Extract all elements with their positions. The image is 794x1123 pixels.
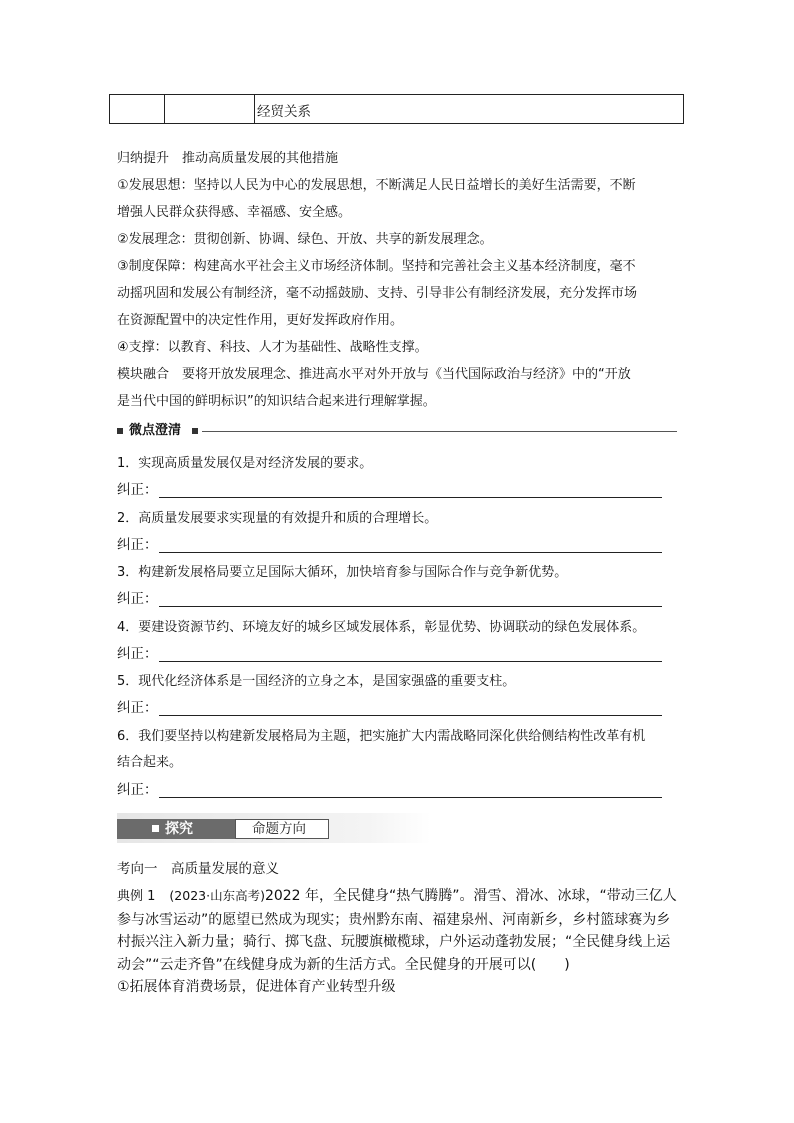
correction-label: 纠正： — [117, 591, 158, 607]
summary-item-3-line-2: 动摇巩固和发展公有制经济，毫不动摇鼓励、支持、引导非公有制经济发展，充分发挥市场 — [117, 286, 638, 301]
statement-1: 1．实现高质量发展仅是对经济发展的要求。 — [117, 456, 373, 471]
correction-line-2 — [117, 536, 158, 554]
correction-label: 纠正： — [117, 700, 158, 716]
section-title: 微点澄清 — [129, 423, 182, 438]
table-fragment — [109, 94, 684, 124]
statement-6-line-1: 6．我们要坚持以构建新发展格局为主题，把实施扩大内需战略同深化供给侧结构性改革有机 — [117, 729, 646, 744]
module-fusion-line-2: 是当代中国的鲜明标识”的知识结合起来进行理解掌握。 — [117, 394, 436, 409]
example-label: 典例 1 — [117, 889, 156, 904]
table-divider — [254, 95, 255, 123]
section-header-clarify — [117, 423, 677, 439]
summary-item-2: ②发展理念：贯彻创新、协调、绿色、开放、共享的新发展理念。 — [117, 232, 493, 247]
square-bullet-icon — [117, 428, 123, 434]
correction-line-3 — [117, 590, 158, 608]
table-divider — [164, 95, 165, 123]
direction-heading: 考向一 高质量发展的意义 — [117, 861, 279, 877]
table-cell: 经贸关系 — [257, 104, 311, 120]
example-line-3: 村振兴注入新力量；骑行、掷飞盘、玩腰旗橄榄球，户外运动蓬勃发展；“全民健身线上运 — [117, 934, 671, 950]
summary-item-3-line-1: ③制度保障：构建高水平社会主义市场经济体制。坚持和完善社会主义基本经济制度，毫不 — [117, 259, 636, 274]
statement-6-line-2: 结合起来。 — [117, 755, 183, 770]
summary-item-4: ④支撑：以教育、科技、人才为基础性、战略性支撑。 — [117, 340, 428, 355]
section-banner — [117, 813, 431, 843]
answer-blank[interactable] — [159, 797, 662, 798]
correction-line-5 — [117, 699, 158, 717]
summary-item-1-line-1: ①发展思想：坚持以人民为中心的发展思想，不断满足人民日益增长的美好生活需要，不断 — [117, 178, 636, 193]
correction-line-6 — [117, 781, 158, 799]
square-bullet-icon — [152, 825, 159, 832]
example-line-4: 动会”“云走齐鲁”在线健身成为新的生活方式。全民健身的开展可以( ) — [117, 956, 570, 973]
statement-5: 5．现代化经济体系是一国经济的立身之本，是国家强盛的重要支柱。 — [117, 674, 516, 689]
statement-3: 3．构建新发展格局要立足国际大循环，加快培育参与国际合作与竞争新优势。 — [117, 565, 568, 580]
example-paragraph — [117, 885, 687, 999]
correction-label: 纠正： — [117, 646, 158, 662]
correction-label: 纠正： — [117, 782, 158, 798]
correction-label: 纠正： — [117, 482, 158, 498]
banner-right-label: 命题方向 — [252, 821, 306, 837]
summary-item-1-line-2: 增强人民群众获得感、幸福感、安全感。 — [117, 205, 352, 220]
example-line-1 — [117, 885, 687, 909]
answer-blank[interactable] — [159, 715, 662, 716]
summary-heading: 归纳提升 推动高质量发展的其他措施 — [117, 151, 339, 166]
correction-line-4 — [117, 645, 158, 663]
statement-2: 2．高质量发展要求实现量的有效提升和质的合理增长。 — [117, 511, 438, 526]
option-1: ①拓展体育消费场景，促进体育产业转型升级 — [117, 979, 396, 995]
example-source: (2023·山东高考) — [169, 888, 265, 903]
example-text: 2022 年，全民健身“热气腾腾”。滑雪、滑冰、冰球，“带动三亿人 — [264, 888, 677, 904]
answer-blank[interactable] — [159, 552, 662, 553]
banner-left-label: 探究 — [165, 821, 193, 837]
correction-line-1 — [117, 481, 158, 499]
statement-4: 4．要建设资源节约、环境友好的城乡区域发展体系，彰显优势、协调联动的绿色发展体系。 — [117, 620, 646, 635]
module-fusion-line-1: 模块融合 要将开放发展理念、推进高水平对外开放与《当代国际政治与经济》中的“开放 — [117, 367, 631, 382]
answer-blank[interactable] — [159, 661, 662, 662]
section-rule — [202, 431, 677, 432]
summary-item-3-line-3: 在资源配置中的决定性作用，更好发挥政府作用。 — [117, 313, 404, 328]
answer-blank[interactable] — [159, 497, 662, 498]
example-line-2: 参与冰雪运动”的愿望已然成为现实；贵州黔东南、福建泉州、河南新乡，乡村篮球赛为乡 — [117, 911, 671, 928]
square-bullet-icon — [192, 428, 198, 434]
answer-blank[interactable] — [159, 606, 662, 607]
correction-label: 纠正： — [117, 537, 158, 553]
